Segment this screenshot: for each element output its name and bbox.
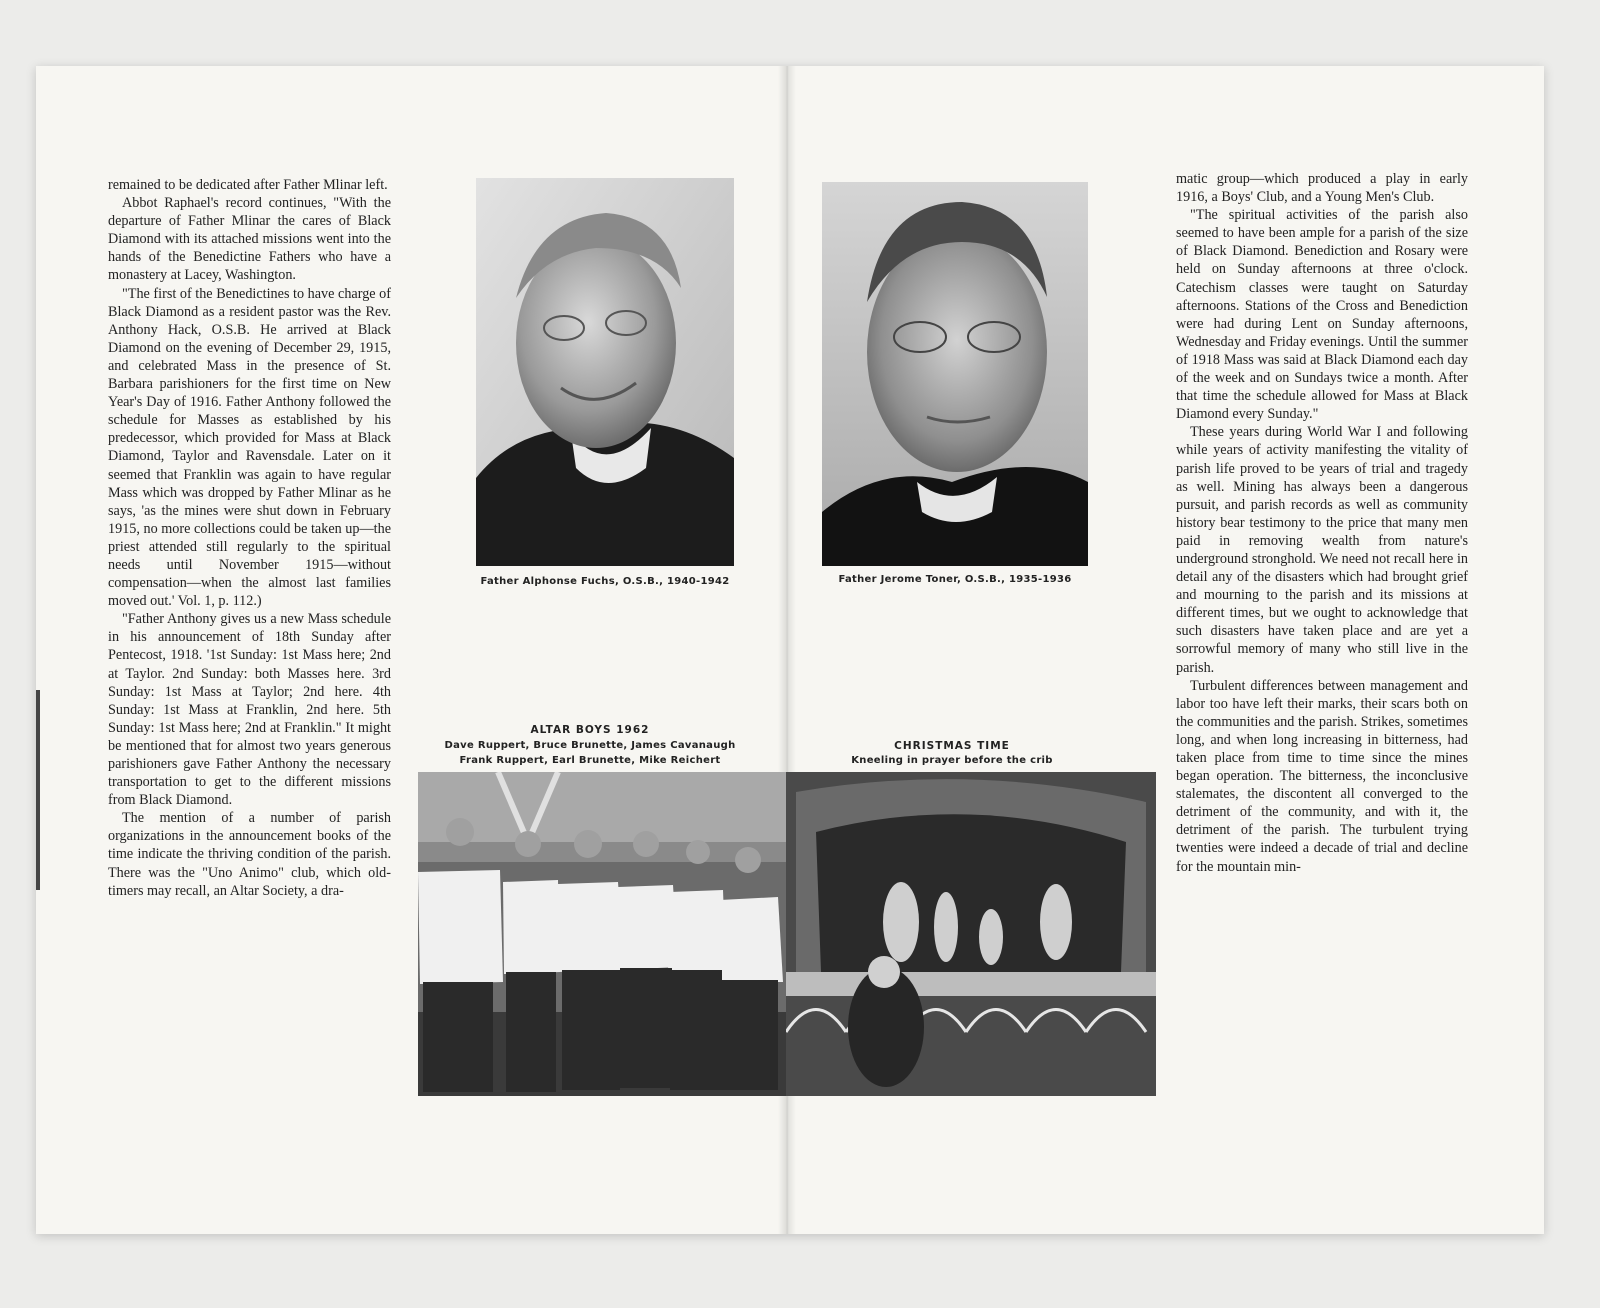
paragraph: "The first of the Benedictines to have charge of Black Diamond as a resident pastor was the Rev. Anthony Hack, O.S.B. He arrived at Black Diamond on the evening of December 29, 1915, and celebrated Mass in the presence of St. Barbara parishioners for the first time on New Year's Day of 1916. Father Anthony followed the schedule for Masses as established by his predecessor, which provided for Mass at Black Diamond, Taylor and Ravensdale. Later on it seemed that Franklin was again to have regular Mass which was dropped by Father Mlinar as he says, 'as the mines were shut down in February 1915, no more collections could be taken up—the priest attended still regularly to the spiritual needs until November 1915—without compensation—when the almost last families moved out.' Vol. 1, p. 112.) — [108, 285, 391, 610]
paragraph: "The spiritual activities of the parish also seemed to have been ample for a parish of the size of Black Diamond. Benediction and Rosary were held on Sunday afternoons at three o'clock. Catechism classes were taught on Saturday afternoons. Stations of the Cross and Benediction were had during Lent on Sunday afternoons, Wednesday and Friday evenings. Until the summer of 1918 Mass was said at Black Diamond each day of the week and on Sundays twice a month. After that time the schedule allowed for Mass at Black Diamond every Sunday." — [1176, 207, 1468, 423]
paragraph: matic group—which produced a play in early 1916, a Boys' Club, and a Young Men's Club. — [1176, 171, 1468, 206]
altar-boys-names-line1: Dave Ruppert, Bruce Brunette, James Cavanaugh — [444, 740, 736, 751]
paragraph: These years during World War I and following while years of activity manifesting the vitality of parish life proved to be years of trial and tragedy as well. Mining has always been a dangerous pursuit, and parish records as well as community history bear testimony to the price that many men paid in removing wealth from nature's underground stronghold. We need not recall here in detail any of the disasters which had brought grief and mourning to the parish and its missions at different times, but we ought to acknowledge that such disasters have taken place and are yet a sorrowful memory of many who still live in the parish. — [1176, 424, 1468, 676]
altar-boys-photo — [418, 772, 788, 1096]
altar-boys-names-line2: Frank Ruppert, Earl Brunette, Mike Reichert — [459, 755, 721, 766]
photo-caption-toner: Father Jerome Toner, O.S.B., 1935-1936 — [838, 574, 1072, 585]
altar-boys-title: ALTAR BOYS 1962 — [530, 724, 650, 736]
paragraph: The mention of a number of parish organizations in the announcement books of the time indicate the thriving condition of the parish. There was the "Uno Animo" club, which old-timers may recall, an Altar Society, a dra- — [108, 810, 391, 899]
paragraph: "Father Anthony gives us a new Mass schedule in his announcement of 18th Sunday after Pentecost, 1918. '1st Sunday: 1st Mass here; 2nd at Taylor. 2nd Sunday: both Masses here. 3rd Sunday: 1st Mass at Taylor; 2nd here. 4th Sunday: 1st Mass at Franklin, 2nd here. 5th Sunday: 1st Mass here; 2nd at Franklin." It might be mentioned that for almost two years generous parishioners gave Father Anthony the necessary transportation to get to the different missions from Black Diamond. — [108, 611, 391, 809]
paragraph: Turbulent differences between management and labor too have left their marks, their scars both on the communities and the parish. Strikes, sometimes long, and when long increasing in bitterness, had taken place from time to time since the mines began operation. The bitterness, the inconclusive stalemates, the discontent all converged to the detriment of the community, and with it, the detriment of the parish. The turbulent trying twenties were indeed a decade of trial and decline for the mountain min- — [1176, 677, 1468, 875]
christmas-crib-photo — [786, 772, 1156, 1096]
christmas-title: CHRISTMAS TIME — [894, 740, 1010, 752]
paragraph: Abbot Raphael's record continues, "With the departure of Father Mlinar the cares of Black Diamond with its attached missions went into the hands of the Benedictine Fathers who have a monastery at Lacey, Washington. — [108, 195, 391, 284]
christmas-subtitle: Kneeling in prayer before the crib — [851, 755, 1053, 766]
photo-caption-fuchs: Father Alphonse Fuchs, O.S.B., 1940-1942 — [480, 576, 730, 587]
right-text-column — [1176, 170, 1468, 876]
portrait-photo-fuchs — [476, 178, 734, 566]
portrait-photo-toner — [822, 182, 1088, 566]
page-edge — [36, 690, 40, 890]
left-text-column — [108, 176, 391, 900]
paragraph: remained to be dedicated after Father Mlinar left. — [108, 177, 388, 193]
